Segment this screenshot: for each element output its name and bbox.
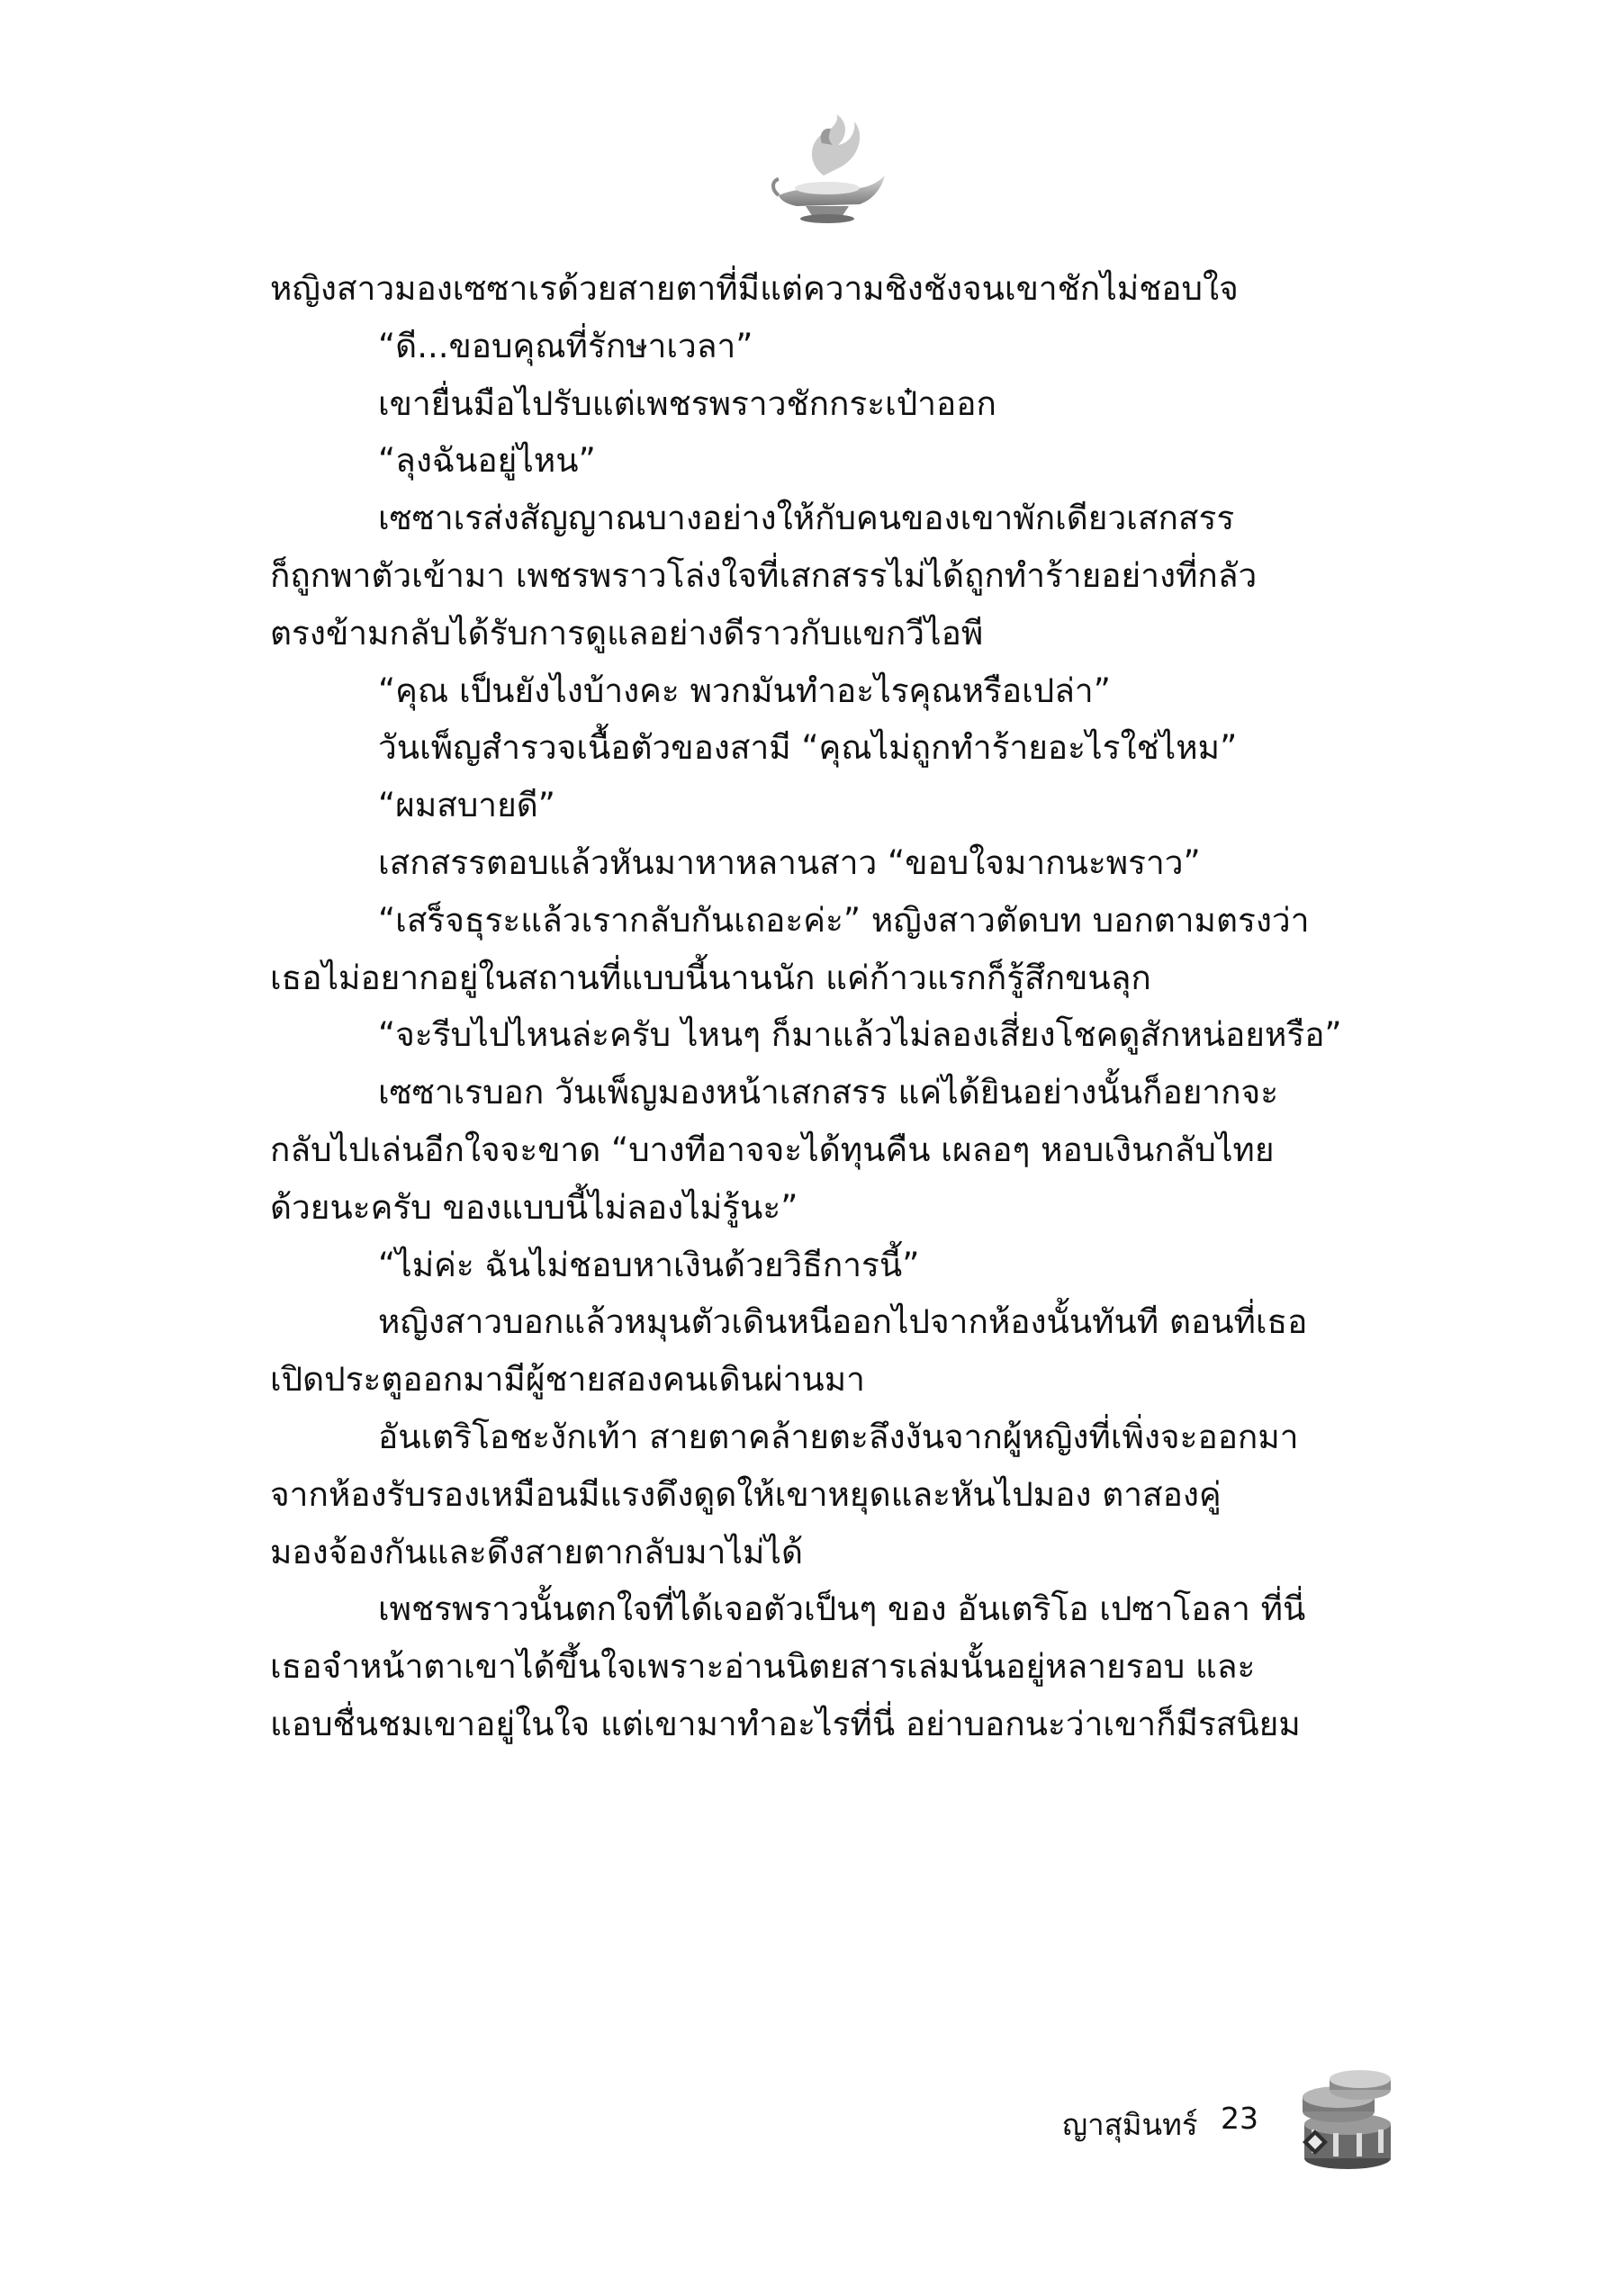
text-line: “คุณ เป็นยังไงบ้างคะ พวกมันทำอะไรคุณหรือเปล่า” xyxy=(378,671,1111,710)
text-line: “ลุงฉันอยู่ไหน” xyxy=(378,441,596,481)
text-line: ด้วยนะครับ ของแบบนี้ไม่ลองไม่รู้นะ” xyxy=(270,1187,798,1227)
text-line: “ไม่ค่ะ ฉันไม่ชอบหาเงินด้วยวิธีการนี้” xyxy=(378,1245,920,1284)
text-line: หญิงสาวมองเซซาเรด้วยสายตาที่มีแต่ความชิงชังจนเขาชักไม่ชอบใจ xyxy=(270,269,1239,308)
text-line: มองจ้องกันและดึงสายตากลับมาไม่ได้ xyxy=(270,1532,804,1571)
text-line: เซซาเรส่งสัญญาณบางอย่างให้กับคนของเขาพักเดียวเสกสรร xyxy=(378,499,1235,538)
text-line: วันเพ็ญสำรวจเนื้อตัวของสามี “คุณไม่ถูกทำร้ายอะไรใช่ไหม” xyxy=(378,728,1238,768)
text-line: เพชรพราวนั้นตกใจที่ได้เจอตัวเป็นๆ ของ อันเตริโอ เปซาโอลา ที่นี่ xyxy=(378,1589,1306,1629)
page-number: 23 xyxy=(1221,2101,1258,2136)
text-line: เปิดประตูออกมามีผู้ชายสองคนเดินผ่านมา xyxy=(270,1360,865,1400)
genie-lamp-icon xyxy=(770,113,891,230)
text-line: เซซาเรบอก วันเพ็ญมองหน้าเสกสรร แค่ได้ยินอย่างนั้นก็อยากจะ xyxy=(378,1073,1279,1112)
text-line: ก็ถูกพาตัวเข้ามา เพชรพราวโล่งใจที่เสกสรรไม่ได้ถูกทำร้ายอย่างที่กลัว xyxy=(270,556,1258,595)
text-line: กลับไปเล่นอีกใจจะขาด “บางทีอาจจะได้ทุนคืน เผลอๆ หอบเงินกลับไทย xyxy=(270,1130,1275,1169)
text-line: “เสร็จธุระแล้วเรากลับกันเถอะค่ะ” หญิงสาวตัดบท บอกตามตรงว่า xyxy=(378,900,1310,940)
text-line: อันเตริโอชะงักเท้า สายตาคล้ายตะลึงงันจากผู้หญิงที่เพิ่งจะออกมา xyxy=(378,1418,1299,1456)
text-line: แอบชื่นชมเขาอยู่ในใจ แต่เขามาทำอะไรที่นี่ อย่าบอกนะว่าเขาก็มีรสนิยม xyxy=(270,1705,1301,1743)
text-line: “จะรีบไปไหนล่ะครับ ไหนๆ ก็มาแล้วไม่ลองเสี่ยงโชคดูสักหน่อยหรือ” xyxy=(378,1015,1342,1055)
text-line: “ผมสบายดี” xyxy=(378,786,555,825)
author-name: ญาสุมินทร์ xyxy=(1062,2107,1198,2142)
casino-chips-icon xyxy=(1292,2070,1404,2174)
text-line: ตรงข้ามกลับได้รับการดูแลอย่างดีราวกับแขกวีไอพี xyxy=(270,613,984,653)
text-line: เธอไม่อยากอยู่ในสถานที่แบบนี้นานนัก แค่ก้าวแรกก็รู้สึกขนลุก xyxy=(270,958,1151,997)
text-line: เธอจำหน้าตาเขาได้ขึ้นใจเพราะอ่านนิตยสารเล่มนั้นอยู่หลายรอบ และ xyxy=(270,1647,1256,1687)
text-line: จากห้องรับรองเหมือนมีแรงดึงดูดให้เขาหยุดและหันไปมอง ตาสองคู่ xyxy=(270,1474,1222,1514)
text-line: เขายื่นมือไปรับแต่เพชรพราวชักกระเป๋าออก xyxy=(378,383,996,423)
text-line: เสกสรรตอบแล้วหันมาหาหลานสาว “ขอบใจมากนะพราว” xyxy=(378,843,1201,882)
text-line: หญิงสาวบอกแล้วหมุนตัวเดินหนีออกไปจากห้องนั้นทันที ตอนที่เธอ xyxy=(378,1302,1308,1342)
text-line: “ดี...ขอบคุณที่รักษาเวลา” xyxy=(378,326,753,365)
